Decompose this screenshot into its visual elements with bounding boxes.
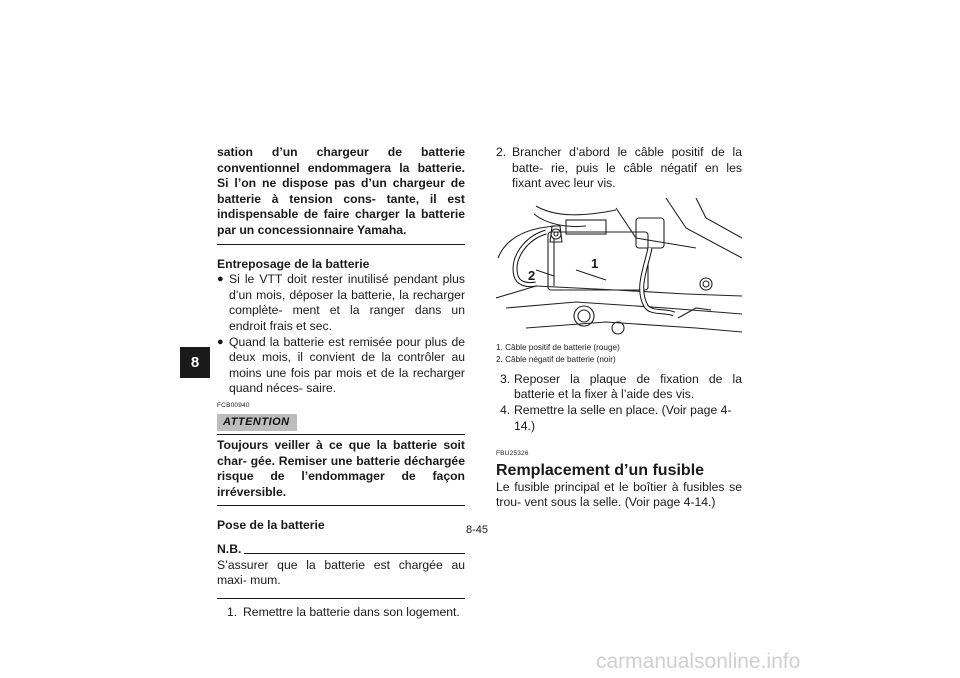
bullet-icon: ●	[217, 335, 224, 348]
page-number: 8-45	[466, 524, 489, 536]
storage-heading: Entreposage de la batterie	[217, 256, 370, 271]
storage-bullet-text: Quand la batterie est remisée pour plus de deux mois, il convient de la contrôler au moins une fois par mois et de la recharger quand néces- saire.	[229, 334, 465, 396]
warning-continued-text: sation d’un chargeur de batterie conventionnel endommagera la batterie. Si l’on ne dispose pas d’un chargeur de batterie à tension cons- tante, il est indispensable de faire charger la batterie par un concessionnaire Yamaha.	[217, 145, 465, 237]
step-4	[496, 403, 742, 434]
step-number: 4.	[500, 402, 511, 417]
step-3	[496, 372, 742, 403]
step-number: 1.	[227, 604, 238, 619]
attention-banner	[217, 414, 465, 432]
battery-illustration	[496, 198, 742, 338]
caption-2: 2. Câble négatif de batterie (noir)	[496, 354, 616, 364]
step-text: Reposer la plaque de fixation de la batterie et la fixer à l’aide des vis.	[514, 371, 742, 402]
attention-code: FCB00940	[217, 401, 250, 409]
callout-2: 2	[528, 267, 536, 283]
fuse-code: FBU25326	[496, 450, 529, 458]
right-column	[496, 145, 742, 511]
warning-end-rule	[217, 244, 465, 245]
nb-text: S’assurer que la batterie est chargée au maxi- mum.	[217, 557, 465, 588]
step-number: 3.	[500, 371, 511, 386]
storage-bullet	[217, 272, 465, 334]
fuse-title: Remplacement d’un fusible	[496, 461, 705, 479]
chapter-tab: 8	[180, 347, 210, 378]
nb-end-rule	[217, 598, 465, 599]
step-number: 2.	[496, 145, 507, 159]
nb-label: N.B.	[217, 542, 242, 557]
step-text: Remettre la selle en place. (Voir page 4-14.)	[514, 402, 732, 433]
install-heading: Pose de la batterie	[217, 518, 325, 533]
storage-bullet	[217, 335, 465, 397]
step-text: Brancher d’abord le câble positif de la batte- rie, puis le câble négatif en les fixant avec leur vis.	[512, 145, 742, 191]
storage-bullet-text: Si le VTT doit rester inutilisé pendant plus d’un mois, déposer la batterie, la recharger complète- ment et la ranger dans un endroit frais et sec.	[229, 272, 465, 333]
callout-1: 1	[591, 255, 599, 271]
step-1	[217, 605, 465, 621]
attention-top-rule	[217, 434, 465, 435]
caption-1: 1. Câble positif de batterie (rouge)	[496, 342, 620, 352]
nb-header	[217, 542, 465, 558]
left-column	[217, 145, 465, 620]
watermark: carmanualsonline.info	[596, 650, 801, 673]
fuse-text: Le fusible principal et le boîtier à fusibles se trou- vent sous la selle. (Voir page 4-14.)	[496, 479, 742, 510]
nb-rule	[244, 553, 465, 554]
step-2	[496, 145, 742, 192]
bullet-icon: ●	[217, 273, 224, 286]
attention-label: ATTENTION	[217, 414, 297, 432]
attention-text: Toujours veiller à ce que la batterie soit char- gée. Remiser une batterie déchargée risque de l’endommager de façon irréversible.	[217, 438, 465, 499]
step-text: Remettre la batterie dans son logement.	[243, 604, 460, 619]
attention-bottom-rule	[217, 505, 465, 506]
